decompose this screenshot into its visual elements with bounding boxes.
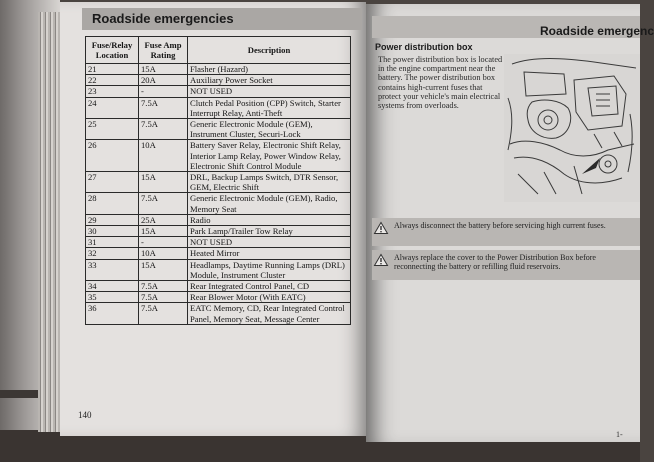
fuse-rating-cell: 15A [139,259,188,280]
fuse-table [85,36,351,325]
fuse-rating-cell: 7.5A [139,193,188,214]
fuse-description-cell: Battery Saver Relay, Electronic Shift Relay, Interior Lamp Relay, Power Window Relay, Electronic Shift Control Module [188,140,351,172]
fuse-description-cell: NOT USED [188,86,351,97]
table-row [86,140,351,172]
fuse-description-cell: Generic Electronic Module (GEM), Radio, Memory Seat [188,193,351,214]
fuse-description-cell: Heated Mirror [188,248,351,259]
fuse-rating-cell: 7.5A [139,292,188,303]
warning-triangle-icon [374,254,388,266]
fuse-description-cell: EATC Memory, CD, Rear Integrated Control Panel, Memory Seat, Message Center [188,303,351,324]
table-row [86,303,351,324]
table-row [86,119,351,140]
fuse-location-cell: 36 [86,303,139,324]
fuse-rating-cell: - [139,237,188,248]
fuse-description-cell: DRL, Backup Lamps Switch, DTR Sensor, GEM, Electric Shift [188,172,351,193]
fuse-location-cell: 35 [86,292,139,303]
fuse-rating-cell: 15A [139,226,188,237]
warning-triangle-icon [374,222,388,234]
table-row [86,248,351,259]
fuse-description-cell: Park Lamp/Trailer Tow Relay [188,226,351,237]
fuse-location-cell: 23 [86,86,139,97]
fuse-rating-cell: 10A [139,140,188,172]
fuse-rating-cell: 7.5A [139,97,188,118]
fuse-location-cell: 22 [86,75,139,86]
section-text: The power distribution box is located in the engine compartment near the battery. The power distribution box contains high-current fuses that protect your vehicle's main electrical systems from overloads. [378,55,503,111]
fuse-description-cell: Auxiliary Power Socket [188,75,351,86]
column-header-location: Fuse/Relay Location [86,37,139,64]
table-row [86,237,351,248]
fuse-rating-cell: 15A [139,172,188,193]
table-row [86,281,351,292]
table-row [86,86,351,97]
warning-box-2 [372,250,640,280]
fuse-description-cell: Rear Blower Motor (With EATC) [188,292,351,303]
fuse-description-cell: Clutch Pedal Position (CPP) Switch, Starter Interrupt Relay, Anti-Theft [188,97,351,118]
engine-compartment-illustration [504,54,640,202]
warning-text-2: Always replace the cover to the Power Distribution Box before reconnecting the battery or refilling fluid reservoirs. [394,253,596,271]
fuse-rating-cell: - [139,86,188,97]
fuse-rating-cell: 15A [139,64,188,75]
table-row [86,172,351,193]
fuse-table-body [86,64,351,325]
fuse-location-cell: 27 [86,172,139,193]
fuse-description-cell: NOT USED [188,237,351,248]
fuse-location-cell: 21 [86,64,139,75]
fuse-location-cell: 25 [86,119,139,140]
fuse-table-header-row [86,37,351,64]
table-row [86,64,351,75]
fuse-rating-cell: 10A [139,248,188,259]
table-row [86,214,351,225]
fuse-description-cell: Flasher (Hazard) [188,64,351,75]
left-page-number: 140 [78,410,92,420]
fuse-rating-cell: 7.5A [139,119,188,140]
fuse-location-cell: 26 [86,140,139,172]
table-row [86,97,351,118]
column-header-description: Description [188,37,351,64]
right-page-number: 1- [616,430,623,439]
fuse-rating-cell: 7.5A [139,303,188,324]
fuse-location-cell: 29 [86,214,139,225]
fuse-description-cell: Headlamps, Daytime Running Lamps (DRL) Module, Instrument Cluster [188,259,351,280]
fuse-description-cell: Radio [188,214,351,225]
left-page-header: Roadside emergencies [82,8,362,30]
fuse-location-cell: 32 [86,248,139,259]
fuse-location-cell: 24 [86,97,139,118]
column-header-rating: Fuse Amp Rating [139,37,188,64]
table-row [86,75,351,86]
fuse-description-cell: Rear Integrated Control Panel, CD [188,281,351,292]
fuse-location-cell: 31 [86,237,139,248]
table-row [86,259,351,280]
fuse-location-cell: 34 [86,281,139,292]
section-title: Power distribution box [375,42,473,52]
table-row [86,226,351,237]
fuse-location-cell: 28 [86,193,139,214]
fuse-rating-cell: 25A [139,214,188,225]
table-row [86,292,351,303]
right-page-header-bar [372,16,654,38]
table-row [86,193,351,214]
warning-box-1 [372,218,640,246]
fuse-location-cell: 33 [86,259,139,280]
fuse-description-cell: Generic Electronic Module (GEM), Instrument Cluster, Securi-Lock [188,119,351,140]
warning-text-1: Always disconnect the battery before servicing high current fuses. [394,221,606,230]
fuse-rating-cell: 7.5A [139,281,188,292]
right-page-header: Roadside emergenc [539,24,654,38]
fuse-location-cell: 30 [86,226,139,237]
fuse-rating-cell: 20A [139,75,188,86]
